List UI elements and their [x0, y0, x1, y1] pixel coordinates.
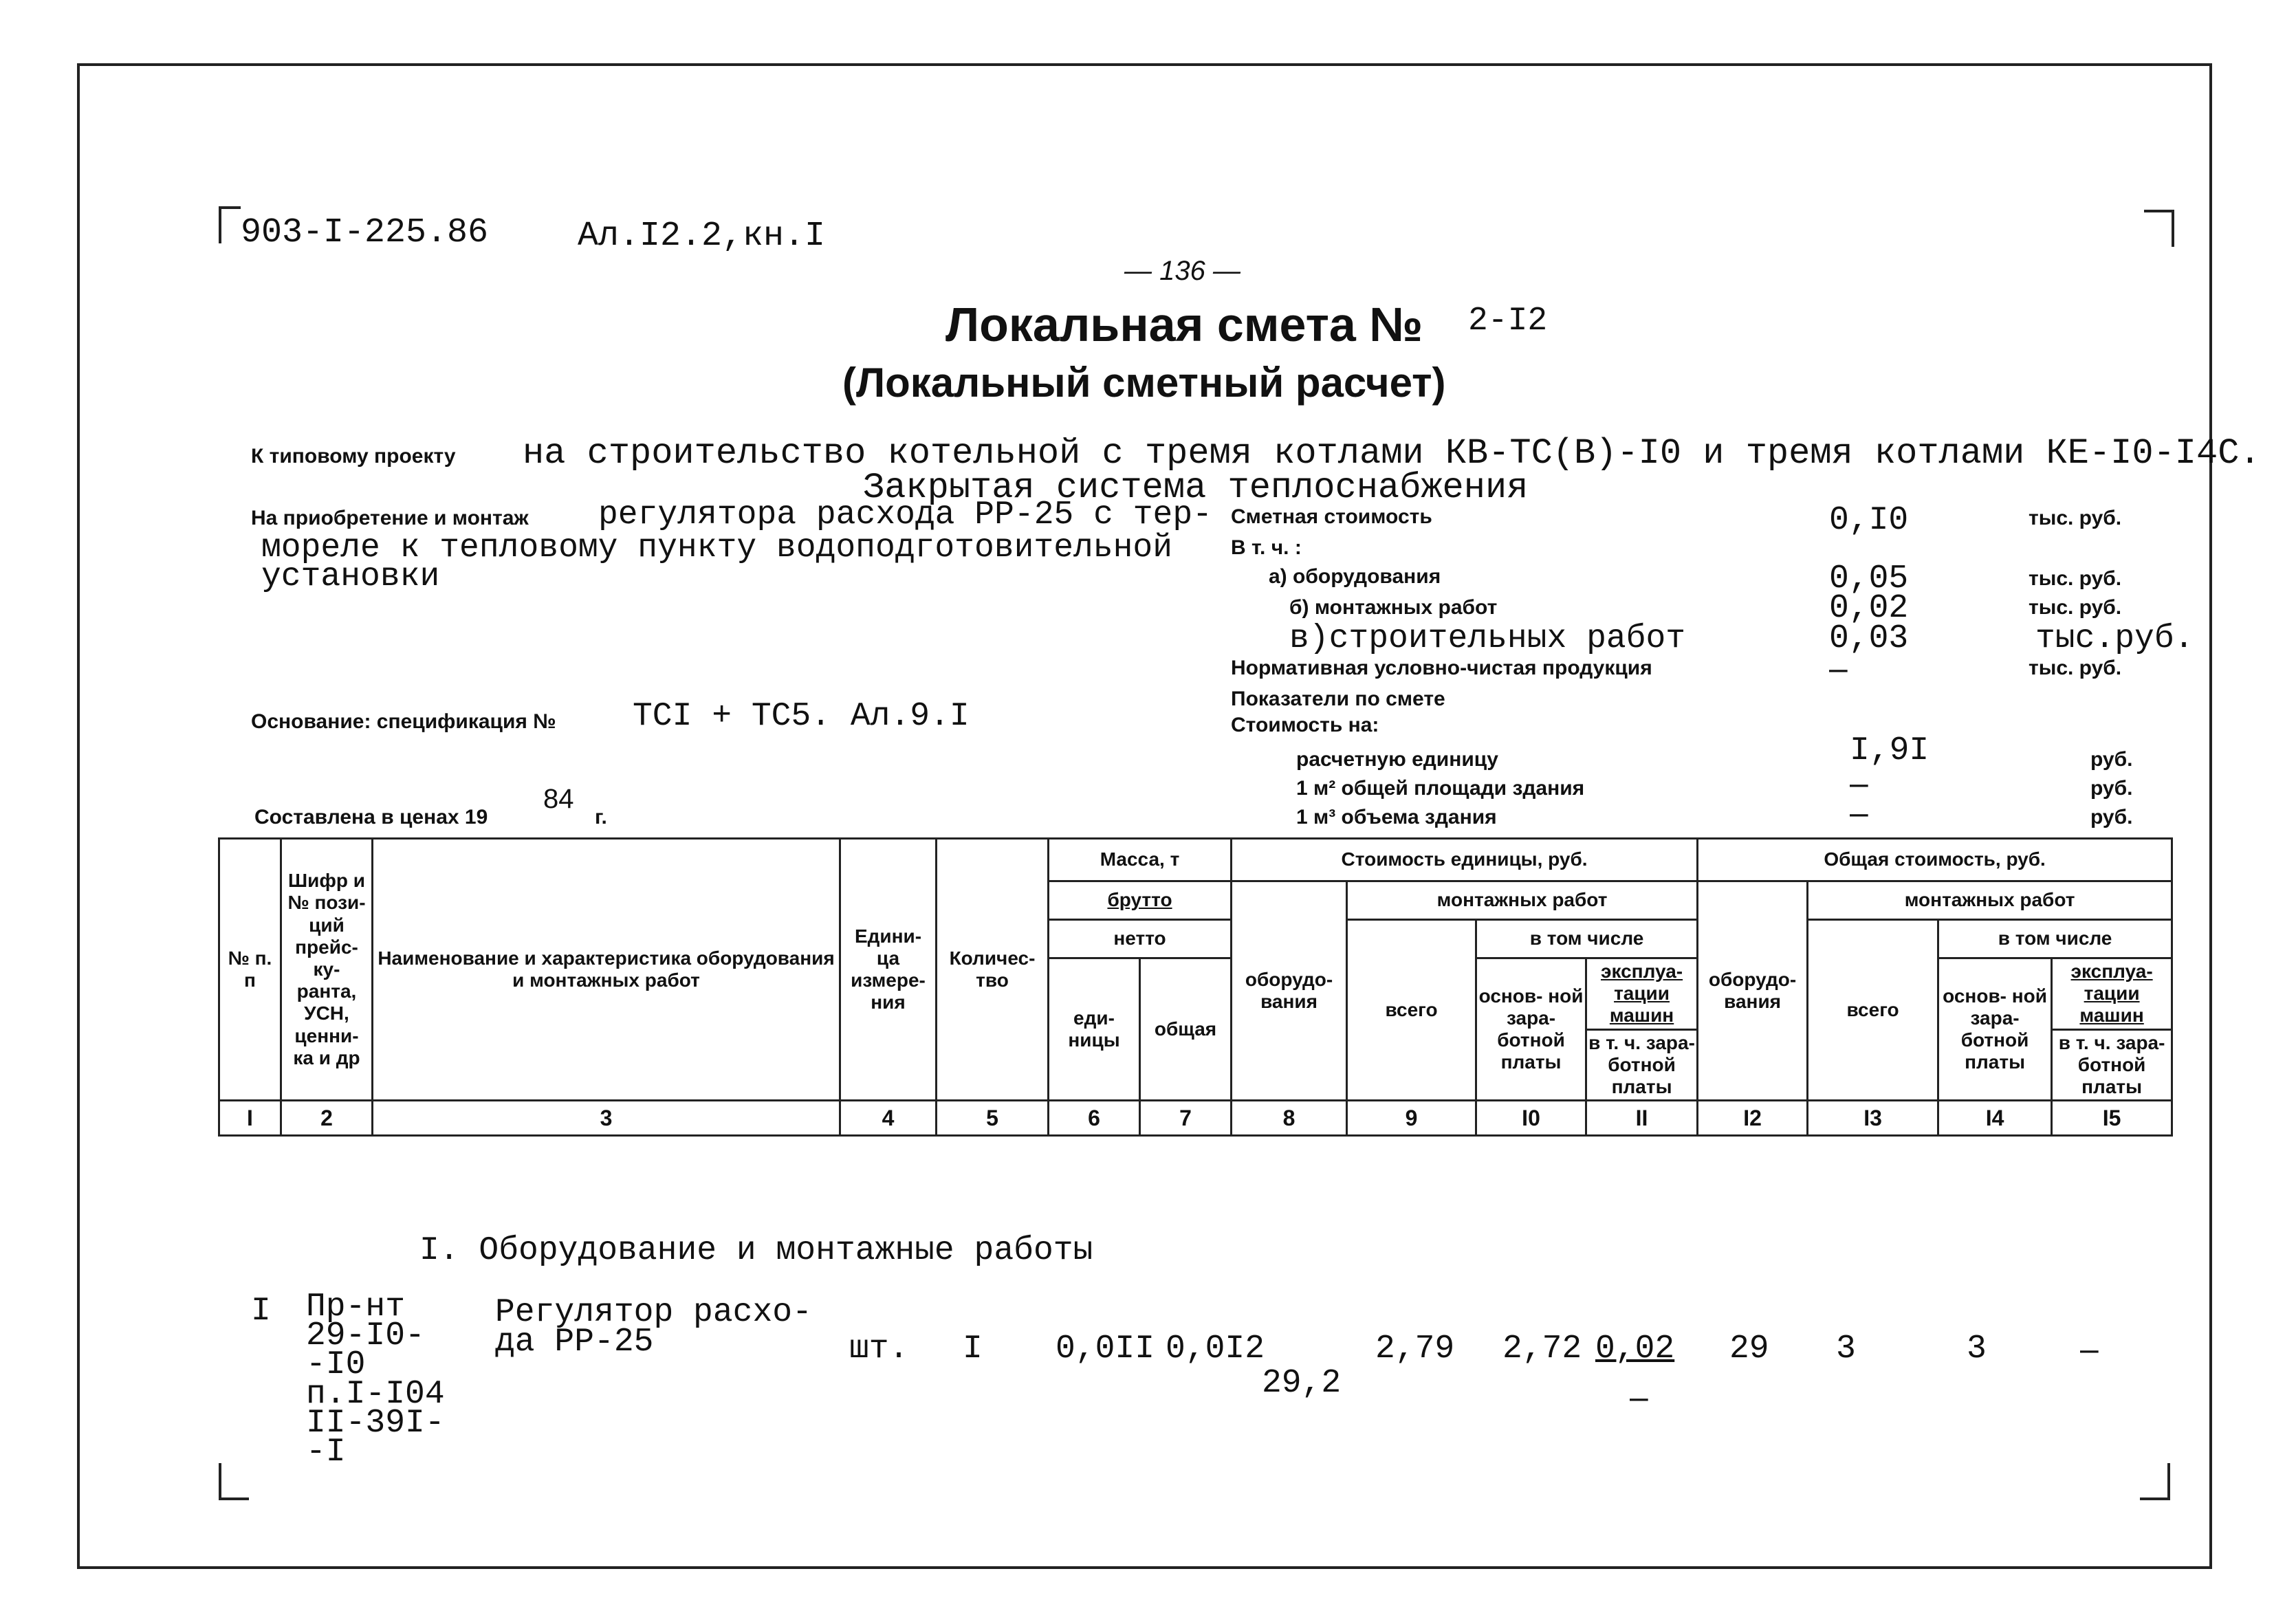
col-number: 8 — [1232, 1101, 1347, 1136]
equipment-label: а) оборудования — [1269, 565, 1441, 588]
col-number: 5 — [937, 1101, 1049, 1136]
col-number: 4 — [840, 1101, 937, 1136]
col-header-all: всего — [1347, 920, 1476, 1101]
unit-thousand: тыс. руб. — [2029, 507, 2122, 529]
purpose-line3: установки — [261, 558, 440, 595]
corner-mark — [2140, 1463, 2170, 1500]
col-number: II — [1586, 1101, 1698, 1136]
row-wages-total: 3 — [1967, 1330, 1987, 1368]
estimate-table — [218, 837, 2173, 1137]
col-header-install-total: монтажных работ — [1808, 881, 2172, 920]
per-unit-value: I,9I — [1850, 732, 1929, 769]
project-label: К типовому проекту — [251, 445, 456, 468]
col-number: I0 — [1476, 1101, 1586, 1136]
purpose-line1: регулятора расхода РР-25 с тер- — [598, 496, 1212, 534]
construction-value: 0,03 — [1829, 620, 1909, 657]
row-mass-unit: 0,0II — [1056, 1330, 1155, 1368]
project-line2: Закрытая система теплоснабжения — [863, 468, 1529, 508]
indicators-label: Показатели по смете — [1231, 688, 1445, 710]
col-number: I — [219, 1101, 281, 1136]
col-header-qty: Количес- тво — [937, 839, 1049, 1101]
col-header-machines-total: эксплуа- тации машин — [2052, 958, 2172, 1030]
col-header-unit-cost: Стоимость единицы, руб. — [1232, 839, 1698, 881]
purpose-label: На приобретение и монтаж — [251, 507, 529, 529]
col-number: 9 — [1347, 1101, 1476, 1136]
install-value: 0,02 — [1829, 590, 1909, 627]
basis-value: ТСI + ТС5. Ал.9.I — [633, 698, 970, 735]
per-m2-label: 1 м² общей площади здания — [1296, 777, 1585, 800]
col-header-name: Наименование и характеристика оборудования и монтажных работ — [373, 839, 840, 1101]
col-header-mass-total: общая — [1140, 958, 1232, 1101]
per-m3-value: – — [1850, 795, 1868, 831]
col-number: 3 — [373, 1101, 840, 1136]
cost-on-label: Стоимость на: — [1231, 714, 1379, 736]
normative-value: – — [1829, 650, 1848, 687]
row-machines-wages: – — [1630, 1379, 1648, 1416]
col-header-netto: нетто — [1049, 920, 1232, 958]
row-code: Пр-нт 29-I0- -I0 п.I-I04 II-39I- -I — [306, 1288, 445, 1471]
col-number: I2 — [1698, 1101, 1808, 1136]
doc-code: 903-I-225.86 — [241, 213, 489, 252]
row-equip-total: 29 — [1729, 1330, 1769, 1368]
estimate-number: 2-I2 — [1468, 303, 1548, 340]
col-header-mass-unit: еди- ницы — [1049, 958, 1140, 1101]
col-header-equipment: оборудо- вания — [1232, 881, 1347, 1101]
col-header-equipment-total: оборудо- вания — [1698, 881, 1808, 1101]
col-header-wages-total: основ- ной зара- ботной платы — [1938, 958, 2052, 1101]
section-title: I. Оборудование и монтажные работы — [419, 1232, 1093, 1269]
col-number: 2 — [281, 1101, 373, 1136]
estimated-cost-label: Сметная стоимость — [1231, 505, 1432, 528]
page-number: — 136 — — [1124, 256, 1240, 286]
col-number: 7 — [1140, 1101, 1232, 1136]
unit-thousand: тыс. руб. — [2029, 657, 2122, 679]
page-subtitle: (Локальный сметный расчет) — [842, 360, 1446, 406]
col-header-machines: эксплуа- тации машин — [1586, 958, 1698, 1030]
column-number-row — [219, 1101, 2172, 1136]
col-number: 6 — [1049, 1101, 1140, 1136]
corner-mark — [219, 206, 241, 243]
per-m3-label: 1 м³ объема здания — [1296, 806, 1497, 829]
row-equip-unit: 29,2 — [1262, 1365, 1342, 1402]
col-header-wages: основ- ной зара- ботной платы — [1476, 958, 1586, 1101]
corner-mark — [2144, 210, 2174, 247]
col-header-total-cost: Общая стоимость, руб. — [1698, 839, 2172, 881]
estimated-cost-value: 0,I0 — [1829, 502, 1909, 539]
row-qty: I — [963, 1330, 983, 1368]
col-number: I4 — [1938, 1101, 2052, 1136]
col-header-code: Шифр и № пози- ций прейс- ку- ранта, УСН, ценни- ка и др — [281, 839, 373, 1101]
incl-label: В т. ч. : — [1231, 536, 1302, 559]
col-header-all-total: всего — [1808, 920, 1938, 1101]
col-header-mass: Масса, т — [1049, 839, 1232, 881]
album-ref: Ал.I2.2,кн.I — [578, 217, 826, 256]
col-header-install: монтажных работ — [1347, 881, 1698, 920]
per-unit-label: расчетную единицу — [1296, 748, 1498, 771]
row-num: I — [251, 1293, 271, 1330]
col-header-num: № п. п — [219, 839, 281, 1101]
unit-rub: руб. — [2090, 748, 2133, 771]
col-number: I5 — [2052, 1101, 2172, 1136]
construction-label: в)строительных работ — [1289, 620, 1686, 657]
prices-label: Составлена в ценах 19 — [254, 806, 488, 829]
basis-label: Основание: спецификация № — [251, 710, 556, 733]
project-line1: на строительство котельной с тремя котлами КВ-ТС(В)-I0 и тремя котлами КЕ-I0-I4С. — [523, 433, 2261, 474]
row-machines: 0,02 — [1595, 1330, 1675, 1368]
construction-unit: тыс.руб. — [2035, 620, 2194, 657]
prices-year: 84 — [543, 784, 574, 814]
equipment-value: 0,05 — [1829, 560, 1909, 597]
col-header-incl: в том числе — [1476, 920, 1698, 958]
normative-label: Нормативная условно-чистая продукция — [1231, 657, 1652, 679]
row-install-total: 3 — [1836, 1330, 1856, 1368]
per-m2-value: – — [1850, 765, 1868, 802]
unit-thousand: тыс. руб. — [2029, 567, 2122, 590]
unit-rub: руб. — [2090, 777, 2133, 800]
col-number: I3 — [1808, 1101, 1938, 1136]
col-header-machines-sub: в т. ч. зара- ботной платы — [1586, 1029, 1698, 1101]
purpose-line2: мореле к тепловому пункту водоподготовительной — [261, 529, 1173, 567]
install-label: б) монтажных работ — [1289, 596, 1498, 619]
col-header-brutto: брутто — [1049, 881, 1232, 920]
prices-suffix: г. — [595, 806, 607, 829]
row-mass-total: 0,0I2 — [1166, 1330, 1265, 1368]
unit-thousand: тыс. руб. — [2029, 596, 2122, 619]
row-machines-total: – — [2080, 1331, 2099, 1368]
row-install-all: 2,79 — [1375, 1330, 1455, 1368]
col-header-unit: Едини- ца измере- ния — [840, 839, 937, 1101]
row-unit: шт. — [849, 1330, 909, 1368]
unit-rub: руб. — [2090, 806, 2133, 829]
page-title: Локальная смета № — [945, 298, 1423, 351]
row-name: Регулятор расхо- да РР-25 — [495, 1294, 812, 1361]
col-header-machines-sub-total: в т. ч. зара- ботной платы — [2052, 1029, 2172, 1101]
row-wages: 2,72 — [1502, 1330, 1582, 1368]
col-header-incl-total: в том числе — [1938, 920, 2172, 958]
corner-mark — [219, 1463, 249, 1500]
